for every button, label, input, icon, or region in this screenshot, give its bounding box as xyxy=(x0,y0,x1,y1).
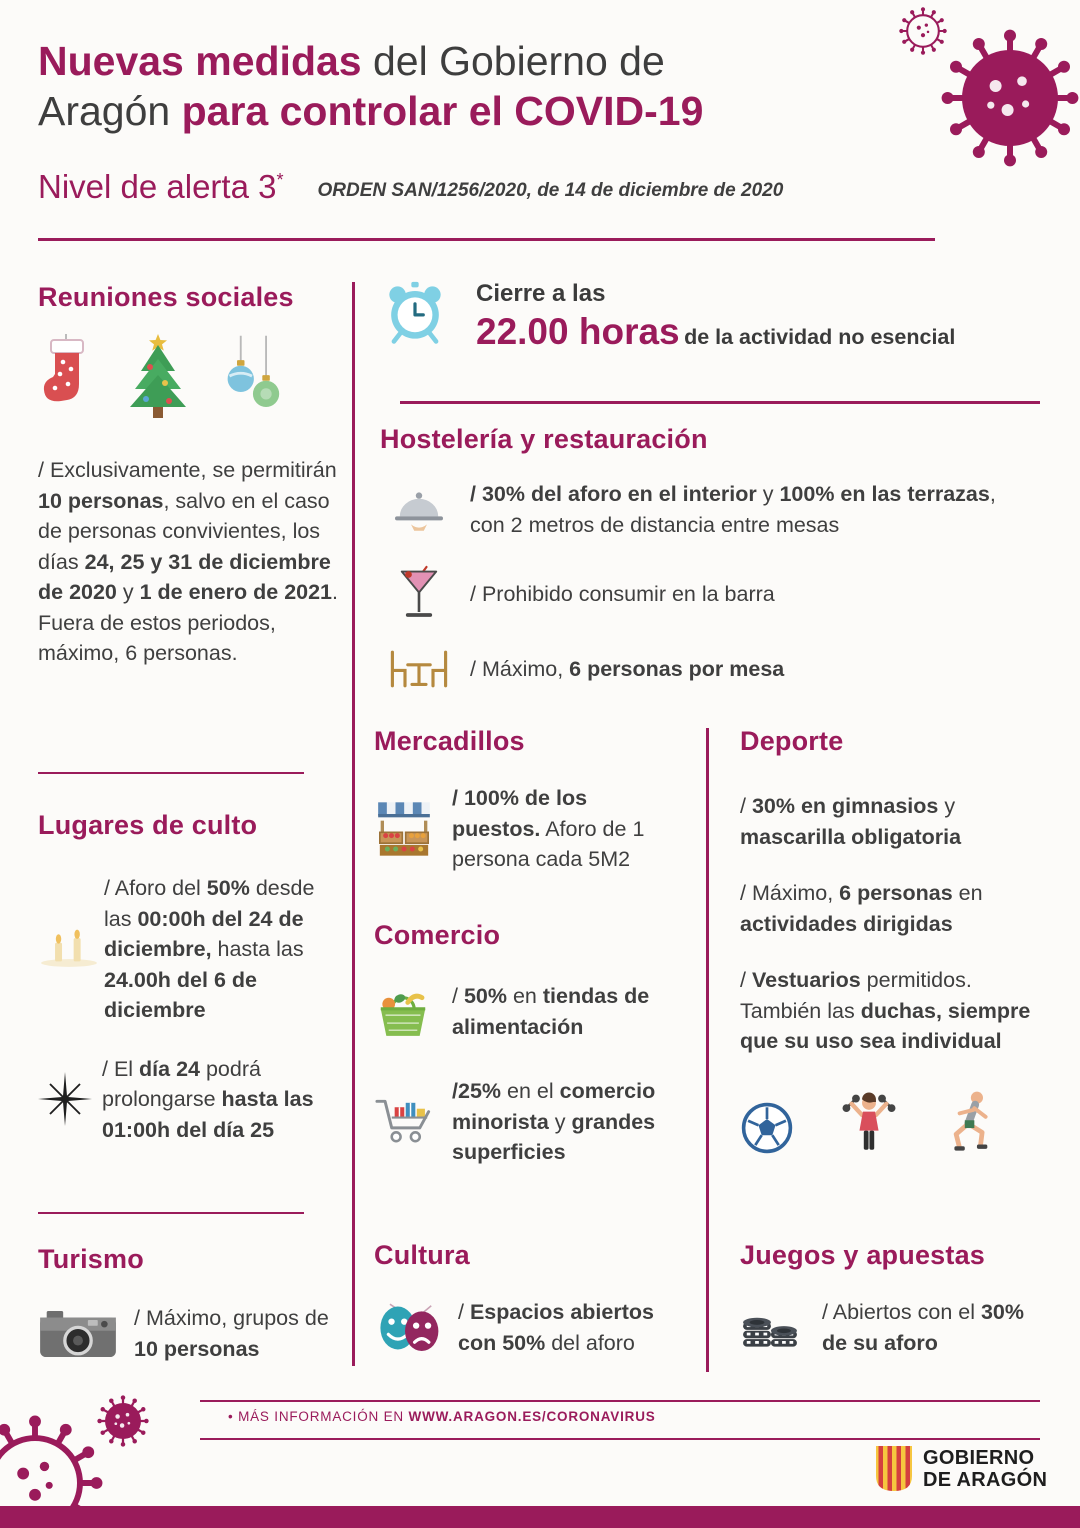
cultura-item xyxy=(374,1297,688,1358)
section-reuniones-sociales xyxy=(38,282,340,669)
section-cultura xyxy=(374,1240,688,1358)
section-lugares-de-culto xyxy=(38,810,344,1145)
virus-icon-bottom-small xyxy=(96,1394,150,1448)
hosteleria-item-barra xyxy=(380,564,1044,624)
turismo-item-text: / Máximo, grupos de 10 personas xyxy=(134,1306,329,1361)
virus-icon-small xyxy=(898,6,948,56)
virus-icon xyxy=(938,26,1080,170)
candles-icon xyxy=(38,928,100,970)
christmas-icons-row xyxy=(38,333,340,425)
comercio-item-minorista xyxy=(374,1076,682,1168)
table-chairs-icon xyxy=(385,648,453,690)
culto-heading: Lugares de culto xyxy=(38,810,258,840)
gobierno-aragon-wordmark: GOBIERNO DE ARAGÓN xyxy=(923,1447,1048,1491)
hosteleria-item-aforo-text: / 30% del aforo en el interior y 100% en las terrazas, con 2 metros de distancia entre mesas xyxy=(470,482,996,537)
curfew-intro: Cierre a las xyxy=(476,280,606,307)
alert-asterisk: * xyxy=(276,170,284,190)
footer-divider-top xyxy=(200,1400,1040,1402)
christmas-tree-icon xyxy=(122,333,194,421)
section-curfew-banner xyxy=(382,278,1042,353)
aragon-shield-icon xyxy=(874,1444,914,1494)
juegos-item-text: / Abiertos con el 30% de su aforo xyxy=(822,1300,1024,1355)
curfew-line2 xyxy=(476,311,955,353)
cultura-heading: Cultura xyxy=(374,1240,470,1270)
mercadillos-item xyxy=(374,783,676,875)
camera-icon xyxy=(38,1306,118,1362)
culto-item-dia24 xyxy=(38,1054,344,1146)
deporte-item-dirigidas: / Máximo, 6 personas en actividades dirigidas xyxy=(740,881,983,936)
bottom-accent-bar xyxy=(0,1506,1080,1528)
divider-left-2 xyxy=(38,1212,304,1214)
baubles-icon xyxy=(222,333,282,421)
poker-chips-icon xyxy=(740,1302,800,1354)
alert-level: Nivel de alerta 3* xyxy=(38,168,284,205)
hosteleria-item-barra-text: / Prohibido consumir en la barra xyxy=(470,581,775,606)
christmas-stocking-icon xyxy=(38,333,94,411)
section-turismo xyxy=(38,1244,344,1364)
curfew-rest: de la actividad no esencial xyxy=(684,325,956,349)
curfew-time: 22.00 horas xyxy=(476,311,680,352)
divider-left-1 xyxy=(38,772,304,774)
footer-divider-bottom xyxy=(200,1438,1040,1440)
curfew-text xyxy=(476,278,955,353)
alarm-clock-icon xyxy=(382,278,448,348)
page-title xyxy=(38,36,918,136)
section-comercio xyxy=(374,920,682,1168)
culto-item-aforo xyxy=(38,873,344,1026)
hosteleria-item-mesa-text: / Máximo, 6 personas por mesa xyxy=(470,656,785,681)
soccer-ball-icon xyxy=(740,1101,794,1155)
deporte-item-vestuarios: / Vestuarios permitidos. También las duchas, siempre que su uso sea individual xyxy=(740,968,1031,1054)
hosteleria-heading: Hostelería y restauración xyxy=(380,424,708,454)
vertical-divider-2 xyxy=(706,728,709,1372)
theater-masks-icon xyxy=(374,1301,444,1355)
section-hosteleria xyxy=(380,424,1044,690)
comercio-item-alimentacion xyxy=(374,981,682,1042)
juegos-item xyxy=(740,1297,1046,1358)
comercio-item-minorista-text: /25% en el comercio minorista y grandes superficies xyxy=(452,1079,656,1165)
comercio-heading: Comercio xyxy=(374,920,501,950)
hosteleria-item-aforo xyxy=(380,479,1044,540)
runner-icon xyxy=(944,1089,996,1155)
cloche-icon xyxy=(390,486,448,534)
deporte-heading: Deporte xyxy=(740,726,844,756)
banner-divider xyxy=(400,401,1040,404)
section-deporte xyxy=(740,726,1046,1155)
deporte-item-gimnasios: / 30% en gimnasios y mascarilla obligatoria xyxy=(740,794,962,849)
sparkle-star-icon xyxy=(38,1072,92,1126)
mercadillos-heading: Mercadillos xyxy=(374,726,525,756)
page-title-line1: Nuevas medidas del Gobierno de xyxy=(38,38,665,84)
order-reference: ORDEN SAN/1256/2020, de 14 de diciembre de 2020 xyxy=(317,180,784,201)
market-stall-icon xyxy=(374,799,434,859)
section-juegos-apuestas xyxy=(740,1240,1046,1358)
culto-item-dia24-text: / El día 24 podrá prolongarse hasta las 01:00h del día 25 xyxy=(102,1056,314,1142)
more-info-link[interactable]: • MÁS INFORMACIÓN EN WWW.ARAGON.ES/CORONAVIRUS xyxy=(228,1409,656,1424)
section-mercadillos xyxy=(374,726,676,875)
gobierno-aragon-logo xyxy=(874,1444,1047,1494)
alert-row xyxy=(38,168,938,206)
reuniones-heading: Reuniones sociales xyxy=(38,282,294,312)
comercio-item-alimentacion-text: / 50% en tiendas de alimentación xyxy=(452,984,650,1039)
weightlifter-icon xyxy=(840,1089,898,1155)
turismo-heading: Turismo xyxy=(38,1244,144,1274)
turismo-item xyxy=(38,1303,344,1364)
page-title-line2: Aragón para controlar el COVID-19 xyxy=(38,88,704,135)
reuniones-text: / Exclusivamente, se permitirán 10 personas, salvo en el caso de personas convivientes, los días 24, 25 y 31 de diciembre de 2020 y 1 de enero de 2021. Fuera de estos periodos, máximo, 6 personas. xyxy=(38,458,339,666)
culto-item-aforo-text: / Aforo del 50% desde las 00:00h del 24 de diciembre, hasta las 24.00h del 6 de diciembre xyxy=(104,876,315,1023)
cultura-item-text: / Espacios abiertos con 50% del aforo xyxy=(458,1300,654,1355)
cocktail-icon xyxy=(398,564,440,624)
sports-icons-row xyxy=(740,1089,1046,1155)
shopping-cart-icon xyxy=(374,1093,436,1151)
header-divider xyxy=(38,238,935,241)
hosteleria-item-mesa xyxy=(380,648,1044,690)
mercadillos-item-text: / 100% de los puestos. Aforo de 1 persona cada 5M2 xyxy=(452,786,645,872)
vertical-divider-1 xyxy=(352,282,355,1366)
grocery-basket-icon xyxy=(374,985,432,1039)
juegos-heading: Juegos y apuestas xyxy=(740,1240,986,1270)
